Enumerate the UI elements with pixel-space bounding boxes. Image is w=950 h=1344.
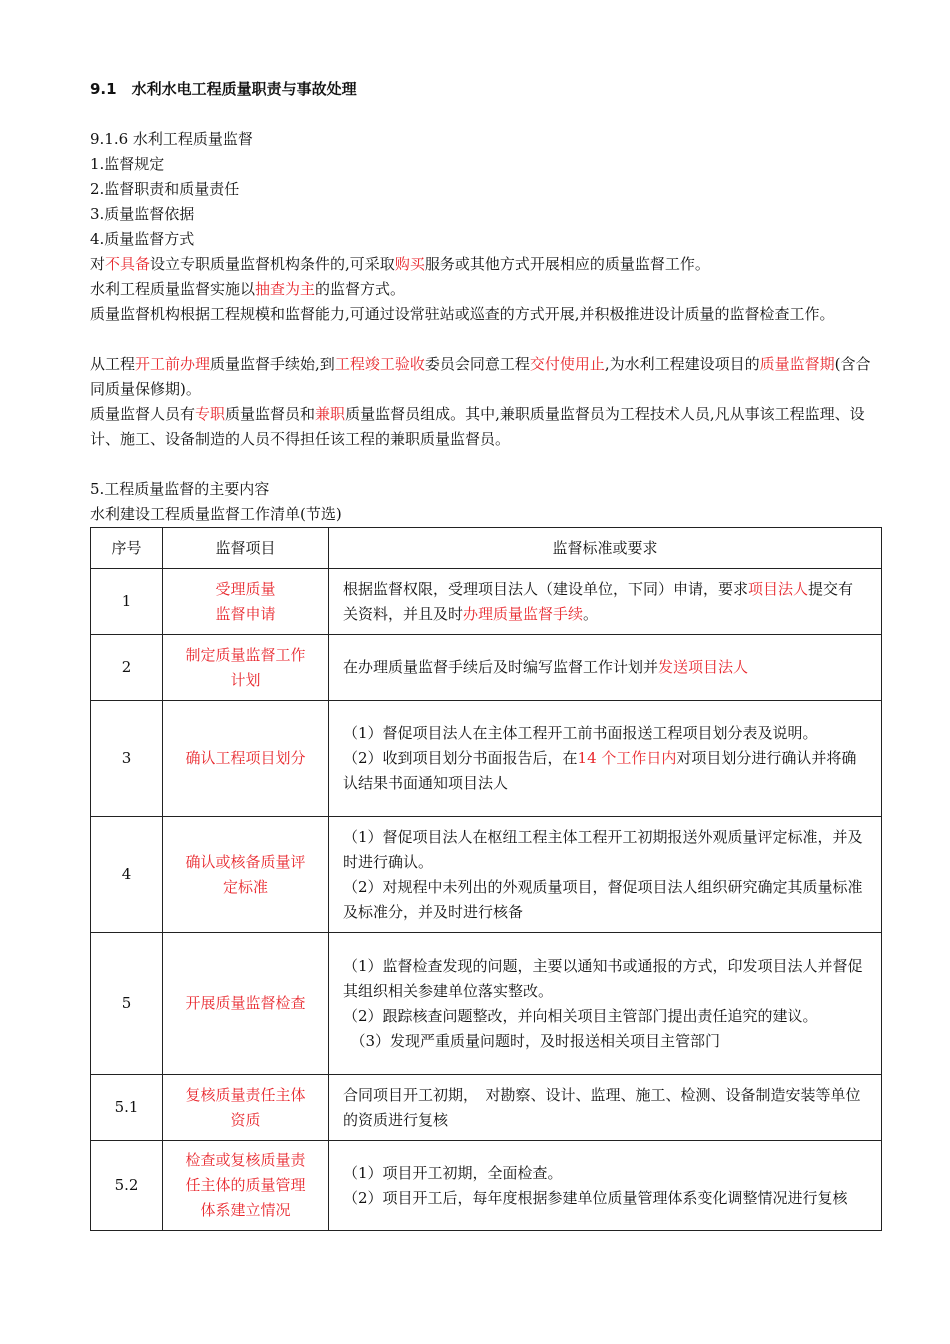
row-number: 5	[91, 933, 163, 1075]
list-item: 2.监督职责和质量责任	[90, 180, 240, 198]
supervision-requirement: 在办理质量监督手续后及时编写监督工作计划并发送项目法人	[329, 635, 882, 701]
table-row	[91, 701, 882, 817]
table-caption: 水利建设工程质量监督工作清单(节选)	[90, 505, 342, 523]
paragraph-4: 从工程开工前办理质量监督手续始,到工程竣工验收委员会同意工程交付使用止,为水利工程建设项目的质量监督期(含合同质量保修期)。	[90, 355, 871, 398]
section-5-heading: 5.工程质量监督的主要内容	[90, 480, 270, 498]
paragraph-3: 质量监督机构根据工程规模和监督能力,可通过设常驻站或巡查的方式开展,并积极推进设计质量的监督检查工作。	[90, 305, 835, 323]
table-row	[91, 635, 882, 701]
row-number: 5.2	[91, 1141, 163, 1231]
document-page	[90, 78, 885, 1231]
supervision-requirement: （1）督促项目法人在枢纽工程主体工程开工初期报送外观质量评定标准，并及时进行确认。 （2）对规程中未列出的外观质量项目，督促项目法人组织研究确定其质量标准及标准分，并及时进行核备	[329, 817, 882, 933]
supervision-item: 制定质量监督工作 计划	[163, 635, 329, 701]
list-item: 1.监督规定	[90, 155, 165, 173]
paragraph-1: 对不具备设立专职质量监督机构条件的,可采取购买服务或其他方式开展相应的质量监督工作。	[90, 255, 710, 273]
list-item: 4.质量监督方式	[90, 230, 195, 248]
table-header-row	[91, 528, 882, 569]
row-number: 4	[91, 817, 163, 933]
table-row	[91, 1075, 882, 1141]
supervision-item: 复核质量责任主体 资质	[163, 1075, 329, 1141]
supervision-item: 确认工程项目划分	[163, 701, 329, 817]
supervision-item: 开展质量监督检查	[163, 933, 329, 1075]
supervision-item: 受理质量 监督申请	[163, 569, 329, 635]
table-row	[91, 933, 882, 1075]
row-number: 3	[91, 701, 163, 817]
supervision-requirement: 合同项目开工初期， 对勘察、设计、监理、施工、检测、设备制造安装等单位的资质进行复核	[329, 1075, 882, 1141]
row-number: 2	[91, 635, 163, 701]
table-row	[91, 1141, 882, 1231]
row-number: 5.1	[91, 1075, 163, 1141]
table-row	[91, 817, 882, 933]
paragraph-5: 质量监督人员有专职质量监督员和兼职质量监督员组成。其中,兼职质量监督员为工程技术人员,凡从事该工程监理、设计、施工、设备制造的人员不得担任该工程的兼职质量监督员。	[90, 405, 865, 448]
supervision-requirement: （1）项目开工初期，全面检查。 （2）项目开工后，每年度根据参建单位质量管理体系变化调整情况进行复核	[329, 1141, 882, 1231]
list-item: 3.质量监督依据	[90, 205, 195, 223]
supervision-item: 检查或复核质量责 任主体的质量管理 体系建立情况	[163, 1141, 329, 1231]
header-cell: 监督标准或要求	[329, 528, 882, 569]
table-row	[91, 569, 882, 635]
row-number: 1	[91, 569, 163, 635]
section-title: 9.1 水利水电工程质量职责与事故处理	[90, 80, 357, 98]
supervision-requirement: 根据监督权限，受理项目法人（建设单位，下同）申请，要求项目法人提交有关资料，并且及时办理质量监督手续。	[329, 569, 882, 635]
sub-heading: 9.1.6 水利工程质量监督	[90, 130, 253, 148]
supervision-requirement: （1）监督检查发现的问题，主要以通知书或通报的方式，印发项目法人并督促其组织相关参建单位落实整改。 （2）跟踪核查问题整改，并向相关项目主管部门提出责任追究的建议。 （3）发现严重质量问题时，及时报送相关项目主管部门	[329, 933, 882, 1075]
supervision-table	[90, 527, 882, 1231]
header-cell: 序号	[91, 528, 163, 569]
header-cell: 监督项目	[163, 528, 329, 569]
paragraph-2: 水利工程质量监督实施以抽查为主的监督方式。	[90, 280, 406, 298]
supervision-requirement: （1）督促项目法人在主体工程开工前书面报送工程项目划分表及说明。 （2）收到项目划分书面报告后，在14 个工作日内对项目划分进行确认并将确认结果书面通知项目法人	[329, 701, 882, 817]
supervision-item: 确认或核备质量评 定标准	[163, 817, 329, 933]
